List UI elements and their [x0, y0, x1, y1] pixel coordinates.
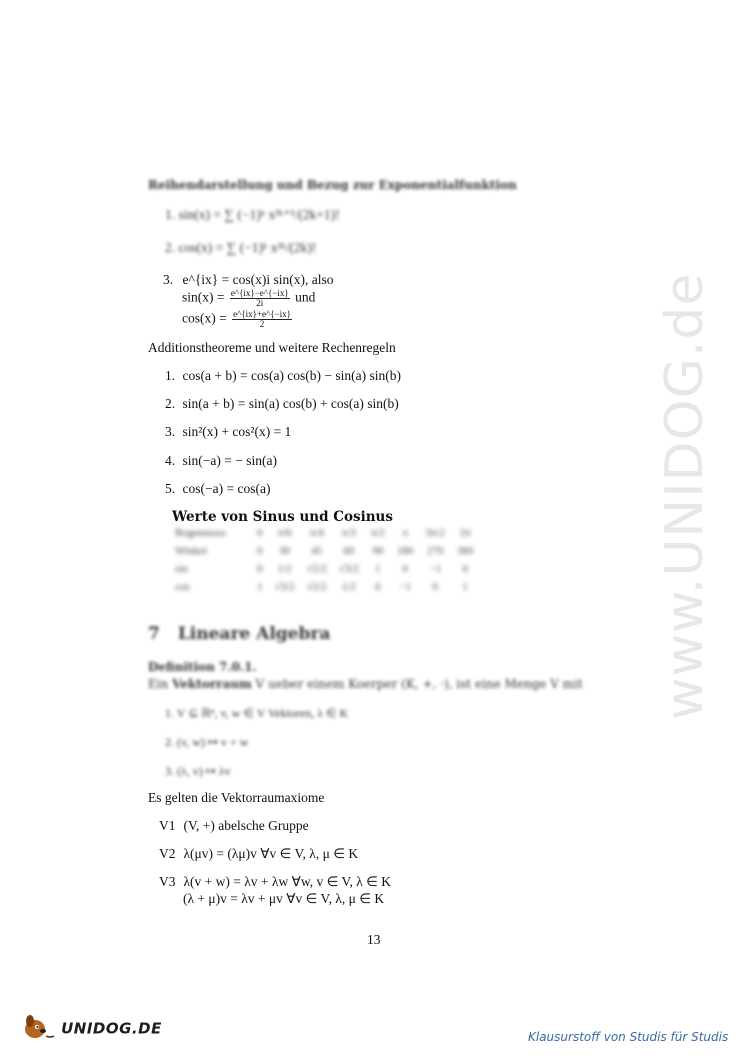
table-title: Werte von Sinus und Cosinus: [172, 509, 393, 525]
addition-item-1: 1. cos(a + b) = cos(a) cos(b) − sin(a) sin(b): [165, 368, 402, 383]
axiom-v3-line2: (λ + μ)v = λv + μv ∀v ∈ V, λ, μ ∈ K: [183, 891, 385, 906]
cos-fraction: $\frac{e\^{}\{ix\}+e\^{}\{-ix\}}{2}$: [233, 309, 291, 329]
euler-sin: sin(x) = $\frac{e\^{}\{ix\}-e\^{}\{-ix\}}{2i}$ und: [182, 288, 316, 308]
table-row: Bogenmass 0 π/6 π/4 π/3 π/2 π 3π/2 2π: [175, 527, 471, 539]
euler-number: 3.: [163, 272, 174, 287]
addition-item-5: 5. cos(−a) = cos(a): [165, 481, 271, 496]
unidog-logo: [22, 1012, 162, 1046]
watermark: www.UNIDOG.de: [655, 272, 715, 720]
footer-tagline: Klausurstoff von Studis für Studis: [528, 1030, 729, 1044]
definition-text: Ein Vektorraum V ueber einem Koerper (K, +, ·), ist eine Menge V mit: [148, 677, 583, 691]
table-row: cos 1 √3/2 √2/2 1/2 0 −1 0 1: [175, 581, 469, 593]
euler-item: [163, 272, 334, 288]
euler-cos: cos(x) = $\frac{e\^{}\{ix\}+e\^{}\{-ix\}}{2}$: [182, 309, 291, 329]
addition-item-2: 2. sin(a + b) = sin(a) cos(b) + cos(a) sin(b): [165, 396, 399, 411]
axiom-v3: V3 λ(v + w) = λv + λw ∀w, v ∈ V, λ ∈ K: [159, 874, 392, 889]
definition-item-2: 2. (v, w) ↦ v + w: [165, 735, 249, 749]
axioms-intro: Es gelten die Vektorraumaxiome: [148, 790, 325, 805]
axiom-v1: V1 (V, +) abelsche Gruppe: [159, 818, 309, 833]
addition-item-4: 4. sin(−a) = − sin(a): [165, 453, 277, 468]
euler-line: e^{ix} = cos(x)i sin(x), also: [182, 272, 334, 287]
dog-mascot-icon: [22, 1012, 56, 1046]
series-item-1: 1. sin(x) = ∑ (−1)ᵏ x²ᵏ⁺¹/(2k+1)!: [165, 207, 340, 222]
page-number: 13: [367, 932, 381, 947]
addition-item-3: 3. sin²(x) + cos²(x) = 1: [165, 424, 292, 439]
table-row: Winkel 0 30 45 60 90 180 270 360: [175, 545, 474, 557]
series-item-2: 2. cos(x) = ∑ (−1)ᵏ x²ᵏ/(2k)!: [165, 240, 317, 255]
addition-heading: Additionstheoreme und weitere Rechenregeln: [148, 340, 396, 355]
definition-item-1: 1. V ⊆ ℝⁿ, v, w ∈ V Vektoren, λ ∈ K: [165, 706, 349, 720]
definition-label: Definition 7.0.1.: [148, 660, 257, 674]
logo-text: UNIDOG.DE: [61, 1019, 162, 1038]
definition-item-3: 3. (λ, v) ↦ λv: [165, 764, 231, 778]
table-row: sin 0 1/2 √2/2 √3/2 1 0 −1 0: [175, 563, 469, 575]
sin-fraction: $\frac{e\^{}\{ix\}-e\^{}\{-ix\}}{2i}$: [230, 288, 289, 308]
section-heading: 7 Lineare Algebra: [148, 624, 331, 644]
axiom-v2: V2 λ(μv) = (λμ)v ∀v ∈ V, λ, μ ∈ K: [159, 846, 359, 861]
trig-table: [175, 524, 480, 596]
series-heading: Reihendarstellung und Bezug zur Exponentialfunktion: [148, 178, 517, 192]
